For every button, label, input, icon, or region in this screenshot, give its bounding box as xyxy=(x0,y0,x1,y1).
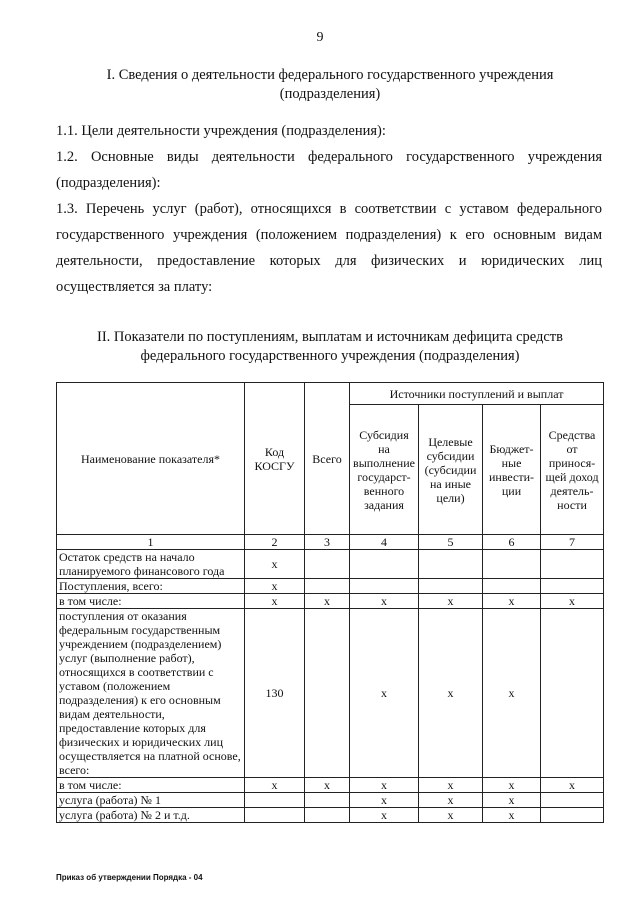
column-number: 7 xyxy=(541,535,604,550)
cell-c4: x xyxy=(350,778,419,793)
cell-total: x xyxy=(305,594,350,609)
header-kosgu-code: Код КОСГУ xyxy=(245,383,305,535)
table-row xyxy=(57,594,604,609)
paragraph-1-3-line-3: деятельности, предоставление которых для физических и юридических лиц xyxy=(56,253,602,269)
cell-c6 xyxy=(483,550,541,579)
column-number: 3 xyxy=(305,535,350,550)
header-state-task-subsidy: Субсидия на выполнение государст-венного задания xyxy=(350,405,419,535)
section-1-title-line-2: (подразделения) xyxy=(279,86,381,102)
column-number: 6 xyxy=(483,535,541,550)
cell-c6: x xyxy=(483,808,541,823)
cell-c4: x xyxy=(350,594,419,609)
cell-c4: x xyxy=(350,609,419,778)
header-total: Всего xyxy=(305,383,350,535)
header-target-subsidies: Целевые субсидии (субсидии на иные цели) xyxy=(419,405,483,535)
paragraph-1-3-line-4: осуществляется за плату: xyxy=(56,279,213,295)
cell-c5: x xyxy=(419,808,483,823)
table-row xyxy=(57,793,604,808)
table-row xyxy=(57,579,604,594)
cell-c7 xyxy=(541,609,604,778)
section-2-title-line-1: II. Показатели по поступлениям, выплатам и источникам дефицита средств xyxy=(97,329,563,345)
cell-total: x xyxy=(305,778,350,793)
column-number: 2 xyxy=(245,535,305,550)
cell-c5 xyxy=(419,550,483,579)
row-name: услуга (работа) № 2 и т.д. xyxy=(57,808,245,823)
section-2-title xyxy=(60,328,600,366)
cell-total xyxy=(305,793,350,808)
table-row xyxy=(57,550,604,579)
section-1-title xyxy=(60,66,600,104)
table-row xyxy=(57,778,604,793)
cell-c7: x xyxy=(541,778,604,793)
paragraph-1-2-line-2: (подразделения): xyxy=(56,175,161,191)
page-number: 9 xyxy=(316,30,324,45)
cell-code: x xyxy=(245,579,305,594)
cell-c7: x xyxy=(541,594,604,609)
cell-code: x xyxy=(245,594,305,609)
table-row xyxy=(57,609,604,778)
cell-c7 xyxy=(541,808,604,823)
cell-total xyxy=(305,550,350,579)
column-number: 4 xyxy=(350,535,419,550)
cell-c6: x xyxy=(483,778,541,793)
paragraph-1-2-line-1: 1.2. Основные виды деятельности федерального государственного учреждения xyxy=(56,149,602,165)
header-income-activity-funds: Средства от принося-щей доход деятель-ности xyxy=(541,405,604,535)
header-budget-investments: Бюджет-ные инвести-ции xyxy=(483,405,541,535)
column-number: 5 xyxy=(419,535,483,550)
row-name: в том числе: xyxy=(57,594,245,609)
footer-note: Приказ об утверждении Порядка - 04 xyxy=(56,873,203,882)
header-sources: Источники поступлений и выплат xyxy=(350,383,604,405)
cell-c4: x xyxy=(350,793,419,808)
row-name: Остаток средств на начало планируемого финансового года xyxy=(57,550,245,579)
paragraph-1-3-line-1: 1.3. Перечень услуг (работ), относящихся в соответствии с уставом федерального xyxy=(56,201,602,217)
cell-c4 xyxy=(350,550,419,579)
paragraph-1-3-line-2: государственного учреждения (положением подразделения) к его основным видам xyxy=(56,227,602,243)
cell-c4 xyxy=(350,579,419,594)
cell-total xyxy=(305,609,350,778)
row-name: Поступления, всего: xyxy=(57,579,245,594)
cell-c6: x xyxy=(483,609,541,778)
cell-code xyxy=(245,793,305,808)
cell-c6: x xyxy=(483,594,541,609)
cell-c5: x xyxy=(419,594,483,609)
cell-total xyxy=(305,579,350,594)
paragraph-1-1: 1.1. Цели деятельности учреждения (подразделения): xyxy=(56,123,386,139)
paragraph-1-3 xyxy=(56,196,602,300)
cell-c5 xyxy=(419,579,483,594)
cell-c5: x xyxy=(419,609,483,778)
cell-code: x xyxy=(245,550,305,579)
section-1-title-line-1: I. Сведения о деятельности федерального государственного учреждения xyxy=(106,67,554,83)
cell-code: x xyxy=(245,778,305,793)
cell-c5: x xyxy=(419,778,483,793)
row-name: услуга (работа) № 1 xyxy=(57,793,245,808)
cell-code xyxy=(245,808,305,823)
row-name: поступления от оказания федеральным государственным учреждением (подразделением) услуг (выполнение работ), относящихся в соответствии с уставом (положением подразделения) к его основным видам деятельности, предоставление которых для физических и юридических лиц осуществляется на платной основе, всего: xyxy=(57,609,245,778)
column-number: 1 xyxy=(57,535,245,550)
cell-total xyxy=(305,808,350,823)
column-numbers-row xyxy=(57,535,604,550)
cell-c5: x xyxy=(419,793,483,808)
cell-code: 130 xyxy=(245,609,305,778)
cell-c7 xyxy=(541,793,604,808)
table-row xyxy=(57,808,604,823)
cell-c7 xyxy=(541,579,604,594)
cell-c4: x xyxy=(350,808,419,823)
cell-c6 xyxy=(483,579,541,594)
row-name: в том числе: xyxy=(57,778,245,793)
cell-c6: x xyxy=(483,793,541,808)
cell-c7 xyxy=(541,550,604,579)
section-2-title-line-2: федерального государственного учреждения (подразделения) xyxy=(140,348,520,364)
header-indicator-name: Наименование показателя* xyxy=(57,383,245,535)
indicators-table xyxy=(56,382,604,823)
